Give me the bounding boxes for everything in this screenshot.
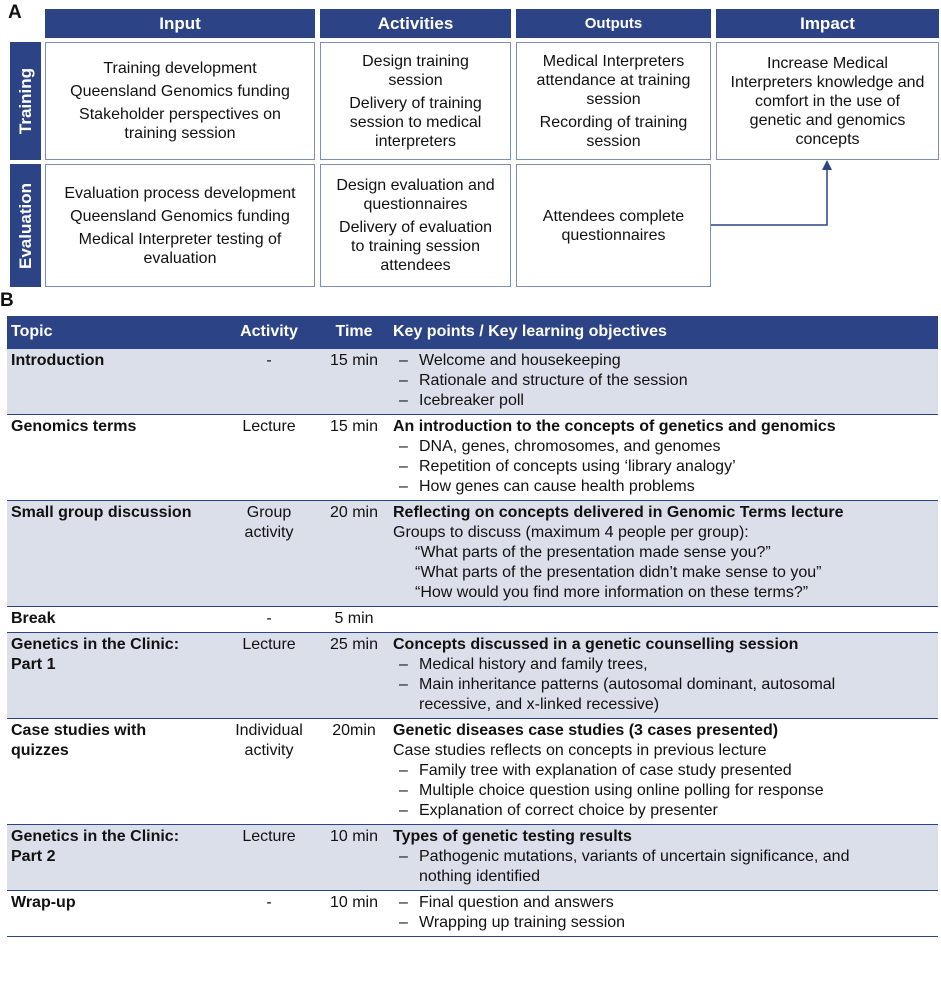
panel-a-label: A [8, 2, 22, 23]
key-points-cell [389, 607, 938, 633]
bullet-point [393, 761, 934, 781]
discussion-question: “How would you find more information on these terms?” [415, 584, 809, 601]
training-output-1: Medical Interpreters attendance at training session [536, 52, 691, 108]
bullet-point [393, 801, 934, 821]
description-line: Groups to discuss (maximum 4 people per group): [393, 524, 749, 541]
connector-arrow [0, 0, 941, 300]
dash-icon: – [399, 676, 408, 693]
evaluation-activity-2: Delivery of evaluation to training session attendees [339, 219, 492, 274]
time-cell: 25 min [319, 633, 389, 719]
panel-b-label: B [0, 290, 14, 311]
bullet-text: Welcome and housekeeping [419, 352, 621, 369]
key-points-cell [389, 501, 938, 607]
key-points-cell [389, 719, 938, 825]
table-row [7, 719, 938, 825]
session-table [7, 316, 938, 937]
table-row [7, 633, 938, 719]
bullet-text: DNA, genes, chromosomes, and genomes [419, 438, 721, 455]
key-points-cell [389, 825, 938, 891]
bullet-text: Rationale and structure of the session [419, 372, 688, 389]
objective-heading: An introduction to the concepts of genetics and genomics [393, 418, 836, 435]
objective-heading: Genetic diseases case studies (3 cases presented) [393, 722, 779, 739]
key-points-cell [389, 349, 938, 415]
evaluation-input-1: Evaluation process development [64, 184, 296, 202]
training-activity-2: Delivery of training session to medical interpreters [349, 94, 482, 150]
bullet-text: Multiple choice question using online polling for response [419, 782, 824, 799]
bullet-point [393, 655, 934, 675]
column-header-input: Input [45, 9, 315, 38]
time-cell: 20 min [319, 501, 389, 607]
time-cell: 15 min [319, 349, 389, 415]
dash-icon: – [399, 848, 408, 865]
bullet-point [393, 675, 934, 715]
table-header-row [7, 316, 938, 349]
activity-cell: Lecture [219, 415, 319, 501]
description-line: Case studies reflects on concepts in previous lecture [393, 742, 767, 759]
table-row [7, 415, 938, 501]
objective-heading: Types of genetic testing results [393, 828, 632, 845]
header-time: Time [319, 316, 389, 349]
bullet-point [393, 437, 934, 457]
impact-text: Increase Medical Interpreters knowledge and comfort in the use of genetic and genomics concepts [730, 54, 925, 148]
topic-cell: Genetics in the Clinic: Part 1 [7, 633, 219, 719]
dash-icon: – [399, 478, 408, 495]
activity-cell: - [219, 607, 319, 633]
table-row [7, 349, 938, 415]
arrow-head-icon [822, 160, 832, 170]
evaluation-input-3: Medical Interpreter testing of evaluation [78, 230, 282, 267]
topic-cell: Wrap-up [7, 891, 219, 937]
activity-cell: Lecture [219, 633, 319, 719]
table-row [7, 825, 938, 891]
dash-icon: – [399, 656, 408, 673]
objective-heading: Concepts discussed in a genetic counselling session [393, 636, 799, 653]
table-row [7, 501, 938, 607]
key-points-cell [389, 891, 938, 937]
training-output-2: Recording of training session [539, 113, 688, 150]
bullet-point [393, 457, 934, 477]
bullet-point [393, 477, 934, 497]
bullet-text: Icebreaker poll [419, 392, 524, 409]
activity-cell: - [219, 891, 319, 937]
training-input-1: Training development [103, 60, 257, 77]
column-header-activities: Activities [320, 9, 511, 38]
bullet-text: Explanation of correct choice by presenter [419, 802, 718, 819]
dash-icon: – [399, 372, 408, 389]
dash-icon: – [399, 458, 408, 475]
bullet-point [393, 351, 934, 371]
time-cell: 10 min [319, 825, 389, 891]
discussion-question: “What parts of the presentation made sense you?” [415, 544, 771, 561]
topic-cell: Break [7, 607, 219, 633]
activity-cell: Individual activity [219, 719, 319, 825]
bullet-text: Family tree with explanation of case study presented [419, 762, 792, 779]
topic-cell: Case studies with quizzes [7, 719, 219, 825]
topic-cell: Genetics in the Clinic: Part 2 [7, 825, 219, 891]
dash-icon: – [399, 782, 408, 799]
header-key-points: Key points / Key learning objectives [389, 316, 938, 349]
column-header-outputs: Outputs [516, 9, 711, 38]
activity-cell: Group activity [219, 501, 319, 607]
bullet-text: Wrapping up training session [419, 914, 626, 931]
dash-icon: – [399, 894, 408, 911]
bullet-text: Medical history and family trees, [419, 656, 648, 673]
activity-cell: Lecture [219, 825, 319, 891]
connector-line [711, 164, 827, 225]
topic-cell: Introduction [7, 349, 219, 415]
dash-icon: – [399, 392, 408, 409]
training-input-3: Stakeholder perspectives on training session [79, 106, 281, 142]
bullet-point [393, 847, 934, 887]
time-cell: 5 min [319, 607, 389, 633]
column-header-impact: Impact [716, 9, 939, 38]
bullet-point [393, 913, 934, 933]
bullet-text: Pathogenic mutations, variants of uncertain significance, and nothing identified [419, 848, 850, 885]
bullet-point [393, 391, 934, 411]
discussion-question: “What parts of the presentation didn’t make sense to you” [415, 564, 822, 581]
activity-cell: - [219, 349, 319, 415]
topic-cell: Small group discussion [7, 501, 219, 607]
dash-icon: – [399, 914, 408, 931]
header-topic: Topic [7, 316, 219, 349]
dash-icon: – [399, 352, 408, 369]
objective-heading: Reflecting on concepts delivered in Genomic Terms lecture [393, 504, 844, 521]
dash-icon: – [399, 762, 408, 779]
bullet-text: Repetition of concepts using ‘library analogy’ [419, 458, 736, 475]
dash-icon: – [399, 802, 408, 819]
key-points-cell [389, 633, 938, 719]
bullet-point [393, 371, 934, 391]
table-row [7, 607, 938, 633]
bullet-point [393, 781, 934, 801]
time-cell: 20min [319, 719, 389, 825]
time-cell: 15 min [319, 415, 389, 501]
dash-icon: – [399, 438, 408, 455]
row-label-training: Training [10, 42, 41, 160]
bullet-point [393, 893, 934, 913]
evaluation-activity-1: Design evaluation and questionnaires [336, 177, 495, 213]
training-input-2: Queensland Genomics funding [70, 83, 290, 100]
topic-cell: Genomics terms [7, 415, 219, 501]
evaluation-input-2: Queensland Genomics funding [70, 207, 290, 225]
bullet-text: How genes can cause health problems [419, 478, 695, 495]
header-activity: Activity [219, 316, 319, 349]
training-activity-1: Design training session [362, 52, 469, 89]
row-label-evaluation: Evaluation [10, 164, 41, 287]
evaluation-output-1: Attendees complete questionnaires [542, 207, 685, 244]
key-points-cell [389, 415, 938, 501]
bullet-text: Main inheritance patterns (autosomal dominant, autosomal recessive, and x-linked recessive) [419, 676, 836, 713]
time-cell: 10 min [319, 891, 389, 937]
table-row [7, 891, 938, 937]
bullet-text: Final question and answers [419, 894, 614, 911]
